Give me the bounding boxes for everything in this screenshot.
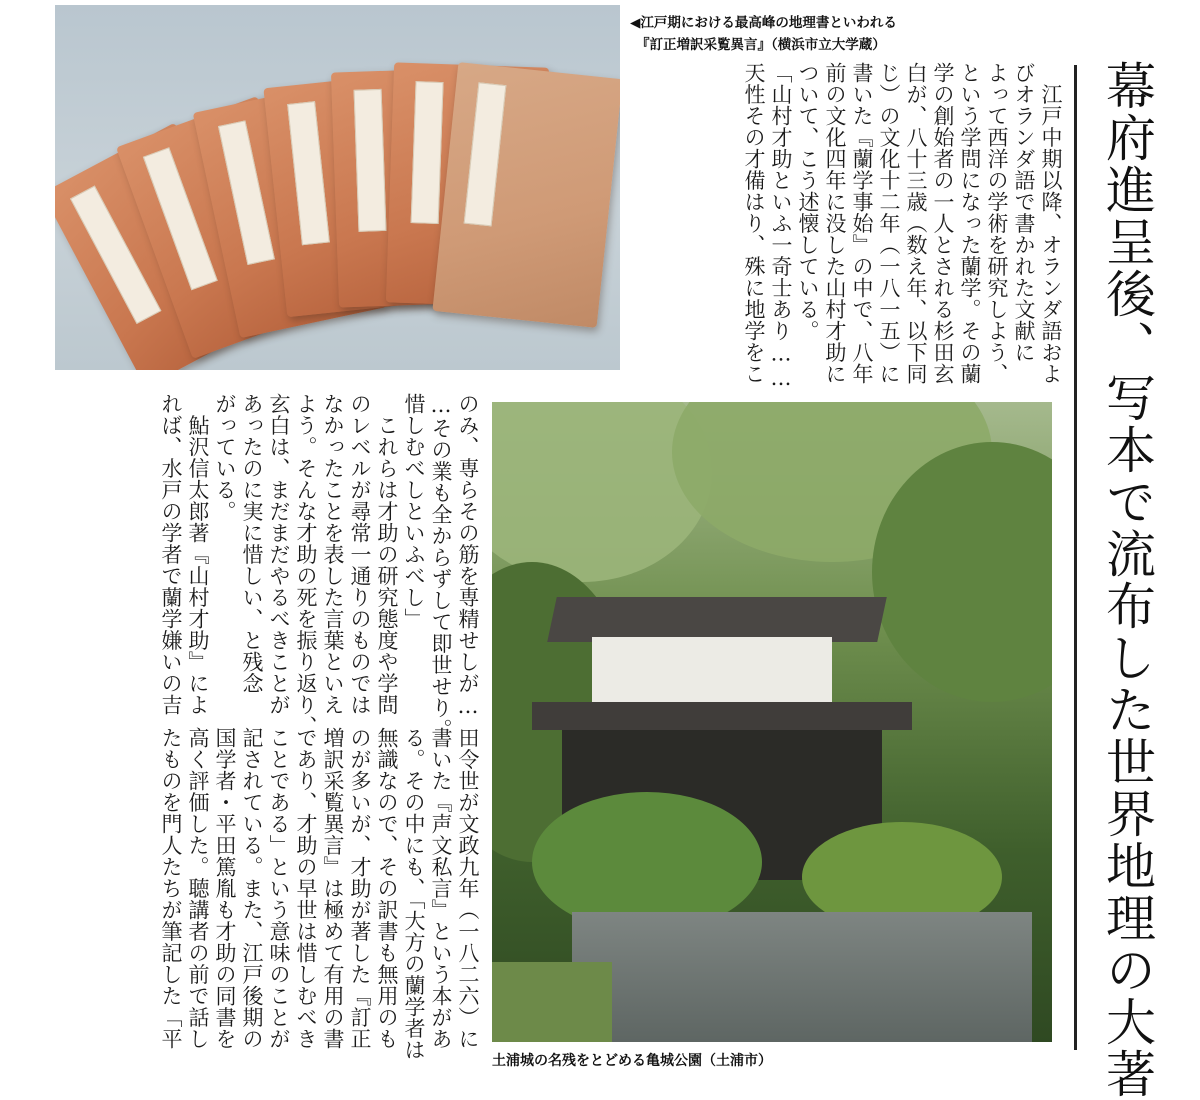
article-text-middle: のみ、専らその筋を専精せしが… …その業も全からずして即世せり。 惜しむべしといふべし」 これらは才助の研究態度や学問 のレベルが尋常一通りのものでは なかったことを表した言葉といえ よう。そんな才助の死を振り返り、 玄白は、まだまだやるべきことが あったのに実に惜しい、と残念 がっている。 鮎沢信太郎著『山村才助』によ れば、水戸の学者で蘭学嫌いの吉	[159, 393, 480, 740]
article-text-bottom: 田令世が文政九年（一八二六）に 書いた『声文私言』という本があ る。その中にも、「大方の蘭学者は 無識なので、その訳書も無用のも のが多いが、才助が著した『訂正 増訳采覧異言』は極めて有用の書 であり、才助の早世は惜しむべき ことである」という意味のことが 記されている。また、江戸後期の 国学者・平田篤胤も才助の同書を 高く評価した。聴講者の前で話し たものを門人たちが筆記した「平	[159, 727, 480, 1061]
books-caption-line1: ◀江戸期における最高峰の地理書といわれる	[630, 15, 897, 31]
books-caption	[630, 12, 1050, 56]
article-text-top: 江戸中期以降、オランダ語およ びオランダ語で書かれた文献に よって西洋の学術を研究しよう、 という学問になった蘭学。その蘭 学の創始者の一人とされる杉田玄 白が、八十三歳（数え年、以下同 じ）の文化十二年（一八一五）に 書いた『蘭学事始』の中で、八年 前の文化四年に没した山村才助に ついて、こう述懐している。 「山村才助といふ一奇士あり…… 天性その才備はり、殊に地学をこ	[742, 62, 1063, 391]
books-photo	[55, 5, 620, 370]
castle-caption: 土浦城の名残をとどめる亀城公園（土浦市）	[492, 1053, 772, 1069]
page-title: 幕府進呈後、写本で流布した世界地理の大著	[1098, 60, 1156, 1100]
books-caption-line2: 『訂正増訳采覧異言』（横浜市立大学蔵）	[636, 37, 886, 53]
title-divider	[1074, 65, 1077, 1050]
castle-photo	[492, 402, 1052, 1042]
